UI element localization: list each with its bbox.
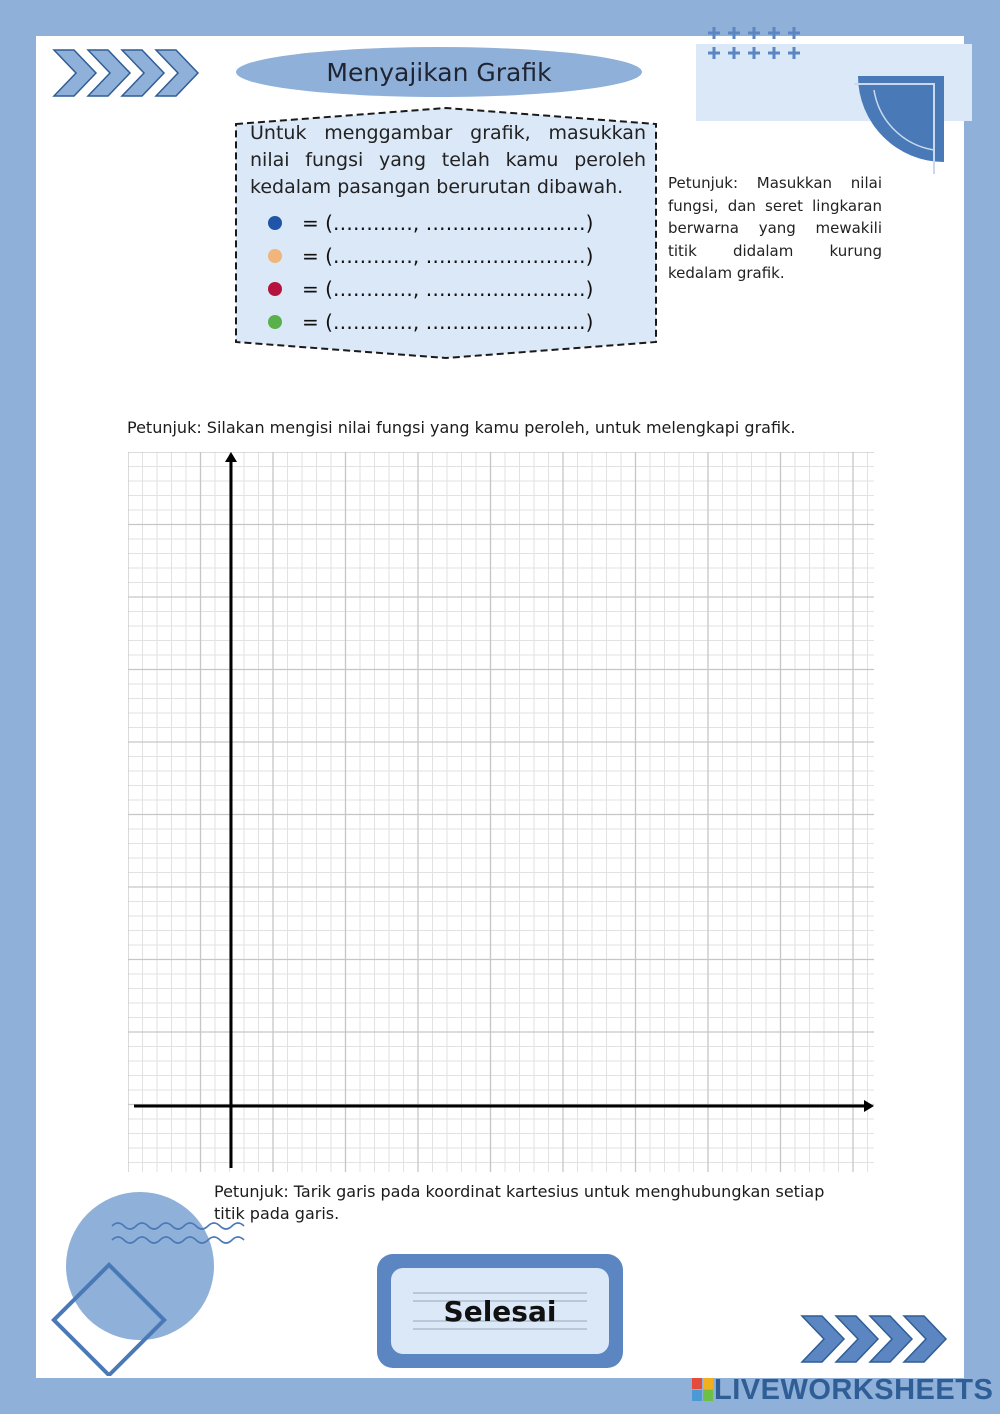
ordered-pair-field[interactable]: = (…………, ……………………): [302, 244, 594, 268]
graph-instruction: Petunjuk: Silakan mengisi nilai fungsi yang kamu peroleh, untuk melengkapi grafik.: [127, 418, 796, 437]
red-point-circle[interactable]: [268, 282, 282, 296]
selesai-button-label: Selesai: [443, 1294, 557, 1328]
orange-point-circle[interactable]: [268, 249, 282, 263]
page-title: [236, 47, 642, 97]
ordered-pair-field[interactable]: = (…………, ……………………): [302, 310, 594, 334]
liveworksheets-wordmark: LIVEWORKSHEETS: [714, 1373, 994, 1406]
bottom-instruction: Petunjuk: Tarik garis pada koordinat kartesius untuk menghubungkan setiap titik pada garis.: [214, 1182, 825, 1223]
ordered-pair-row-orange: [266, 241, 593, 271]
plus-pattern-decoration: [704, 22, 812, 64]
side-instruction: Petunjuk: Masukkan nilai fungsi, dan seret lingkaran berwarna yang mewakili titik didalam kurung kedalam grafik.: [668, 174, 882, 282]
ordered-pairs-intro: Untuk menggambar grafik, masukkan nilai fungsi yang telah kamu peroleh kedalam pasangan berurutan dibawah.: [250, 122, 646, 198]
ordered-pair-row-red: [266, 274, 593, 304]
selesai-button-inner: [391, 1268, 609, 1354]
green-point-circle[interactable]: [268, 315, 282, 329]
ordered-pair-row-blue: [266, 208, 593, 238]
x-axis-arrow-icon: [864, 1100, 874, 1112]
ordered-pair-row-green: [266, 307, 593, 337]
ordered-pair-field[interactable]: = (…………, ……………………): [302, 277, 594, 301]
quarter-circle-decoration: [852, 70, 948, 178]
selesai-button[interactable]: [377, 1254, 623, 1368]
circle-diamond-decoration: [40, 1186, 250, 1376]
liveworksheets-live-icon: [692, 1378, 714, 1402]
liveworksheets-logo: [692, 1372, 993, 1408]
y-axis-arrow-icon: [225, 452, 237, 462]
page-title-text: Menyajikan Grafik: [326, 57, 552, 87]
chevron-decoration-top-left: [50, 44, 204, 102]
ordered-pair-field[interactable]: = (…………, ……………………): [302, 211, 594, 235]
chevron-decoration-bottom-right: [798, 1312, 952, 1370]
cartesian-graph-area[interactable]: [128, 452, 874, 1172]
blue-point-circle[interactable]: [268, 216, 282, 230]
